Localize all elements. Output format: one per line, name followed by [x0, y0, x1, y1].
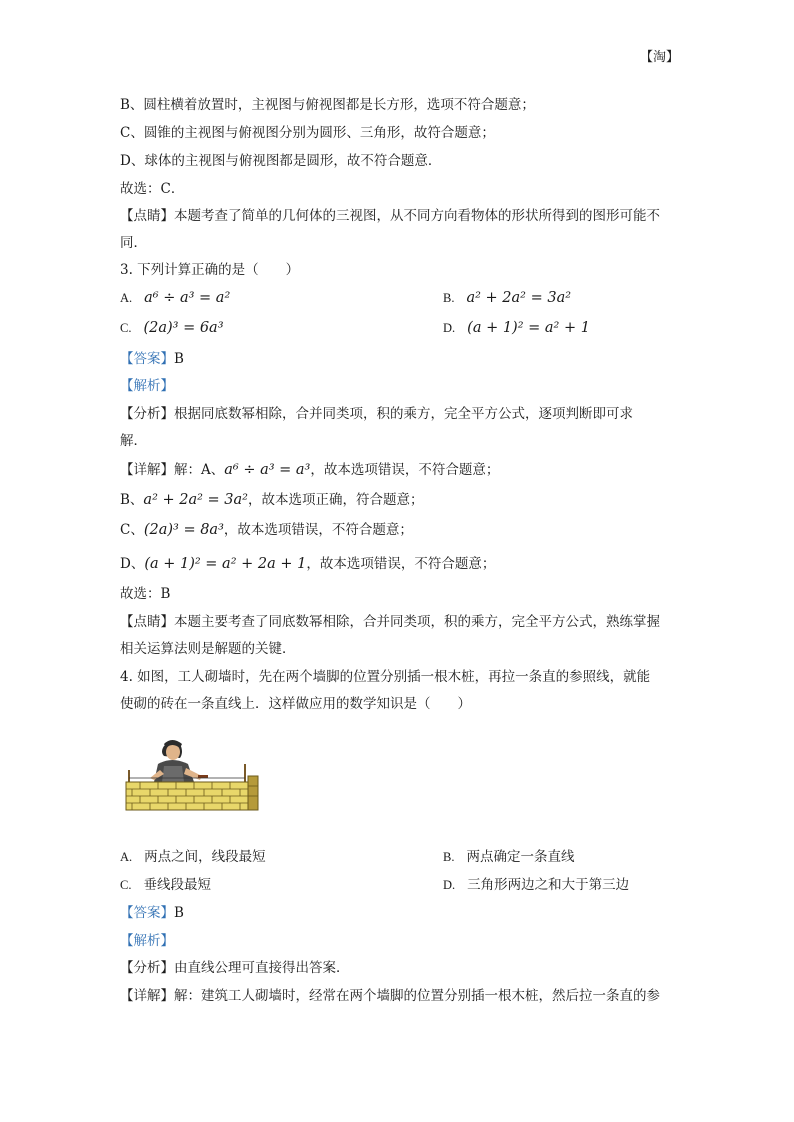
answer-label: 【答案】 — [120, 905, 174, 921]
detail-prefix: B、 — [120, 492, 144, 508]
q4-option-c — [120, 875, 211, 895]
detail-expr: (a + 1)² = a² + 2a + 1 — [144, 556, 307, 572]
bricklayer-illustration — [120, 730, 270, 812]
q4-option-b — [443, 847, 574, 867]
option-label: A. — [120, 850, 133, 864]
option-expr: (a + 1)² = a² + 1 — [467, 320, 590, 336]
detail-expr: a² + 2a² = 3a² — [143, 492, 248, 508]
option-expr: a² + 2a² = 3a² — [466, 290, 572, 306]
q3-option-a — [120, 288, 230, 308]
detail-expr: (2a)³ = 8a³ — [143, 522, 224, 538]
detail-prefix: 【详解】解：A、 — [120, 462, 225, 478]
q4-option-a — [120, 847, 266, 867]
text-line: B、圆柱横着放置时，主视图与俯视图都是长方形，选项不符合题意； — [120, 97, 535, 113]
option-text: 三角形两边之和大于第三边 — [467, 877, 630, 893]
answer-value: B — [174, 905, 184, 921]
text-line: 相关运算法则是解题的关键． — [120, 641, 296, 657]
text-line: 使砌的砖在一条直线上．这样做应用的数学知识是（ ） — [120, 696, 471, 712]
option-label: B. — [443, 291, 455, 305]
text-line: 【分析】由直线公理可直接得出答案． — [120, 960, 350, 976]
q3-analysis-label: 【解析】 — [120, 378, 174, 394]
detail-suffix: ，故本选项错误，不符合题意； — [223, 522, 413, 538]
detail-prefix: D、 — [120, 556, 145, 572]
option-label: A. — [120, 291, 133, 305]
option-label: C. — [120, 321, 132, 335]
option-label: D. — [443, 321, 456, 335]
worker-figure — [150, 740, 208, 782]
question-4: 4. 如图，工人砌墙时，先在两个墙脚的位置分别插一根木桩，再拉一条直的参照线，就能 — [120, 669, 651, 685]
detail-prefix: C、 — [120, 522, 144, 538]
text-line: D、球体的主视图与俯视图都是圆形，故不符合题意． — [120, 153, 442, 169]
option-expr: a⁶ ÷ a³ = a² — [144, 290, 231, 306]
q3-detail-a — [120, 460, 499, 480]
text-line: 【分析】根据同底数幂相除，合并同类项，积的乘方，完全平方公式，逐项判断即可求 — [120, 406, 633, 422]
detail-suffix: ，故本选项错误，不符合题意； — [306, 556, 496, 572]
q3-detail-b — [120, 490, 423, 510]
option-expr: (2a)³ = 6a³ — [143, 320, 224, 336]
text-line: 故选：B — [120, 586, 171, 602]
answer-value: B — [174, 351, 184, 367]
text-line: 【点睛】本题考查了简单的几何体的三视图，从不同方向看物体的形状所得到的图形可能不 — [120, 208, 660, 224]
q4-option-d — [443, 875, 629, 895]
option-label: D. — [443, 878, 456, 892]
detail-expr: a⁶ ÷ a³ = a³ — [224, 462, 311, 478]
q3-option-c — [120, 318, 224, 338]
text-line: 故选：C． — [120, 181, 185, 197]
option-text: 两点之间，线段最短 — [144, 849, 266, 865]
option-label: C. — [120, 878, 132, 892]
text-line: 解． — [120, 433, 147, 449]
text-line: 同． — [120, 235, 147, 251]
option-text: 两点确定一条直线 — [466, 849, 575, 865]
header-mark: 【淘】 — [640, 50, 680, 65]
q4-analysis-label: 【解析】 — [120, 933, 174, 949]
q3-detail-c — [120, 520, 413, 540]
question-3: 3. 下列计算正确的是（ ） — [120, 262, 300, 278]
detail-suffix: ，故本选项错误，不符合题意； — [310, 462, 500, 478]
answer-label: 【答案】 — [120, 351, 174, 367]
q4-answer — [120, 903, 184, 923]
option-text: 垂线段最短 — [143, 877, 211, 893]
option-label: B. — [443, 850, 455, 864]
q3-detail-d — [120, 554, 495, 574]
q3-option-d — [443, 318, 590, 338]
detail-suffix: ，故本选项正确，符合题意； — [247, 492, 424, 508]
text-line: C、圆锥的主视图与俯视图分别为圆形、三角形，故符合题意； — [120, 125, 495, 141]
q3-option-b — [443, 288, 571, 308]
text-line: 【点睛】本题主要考查了同底数幂相除，合并同类项，积的乘方，完全平方公式，熟练掌握 — [120, 614, 660, 630]
q3-answer — [120, 349, 184, 369]
text-line: 【详解】解：建筑工人砌墙时，经常在两个墙脚的位置分别插一根木桩，然后拉一条直的参 — [120, 988, 660, 1004]
